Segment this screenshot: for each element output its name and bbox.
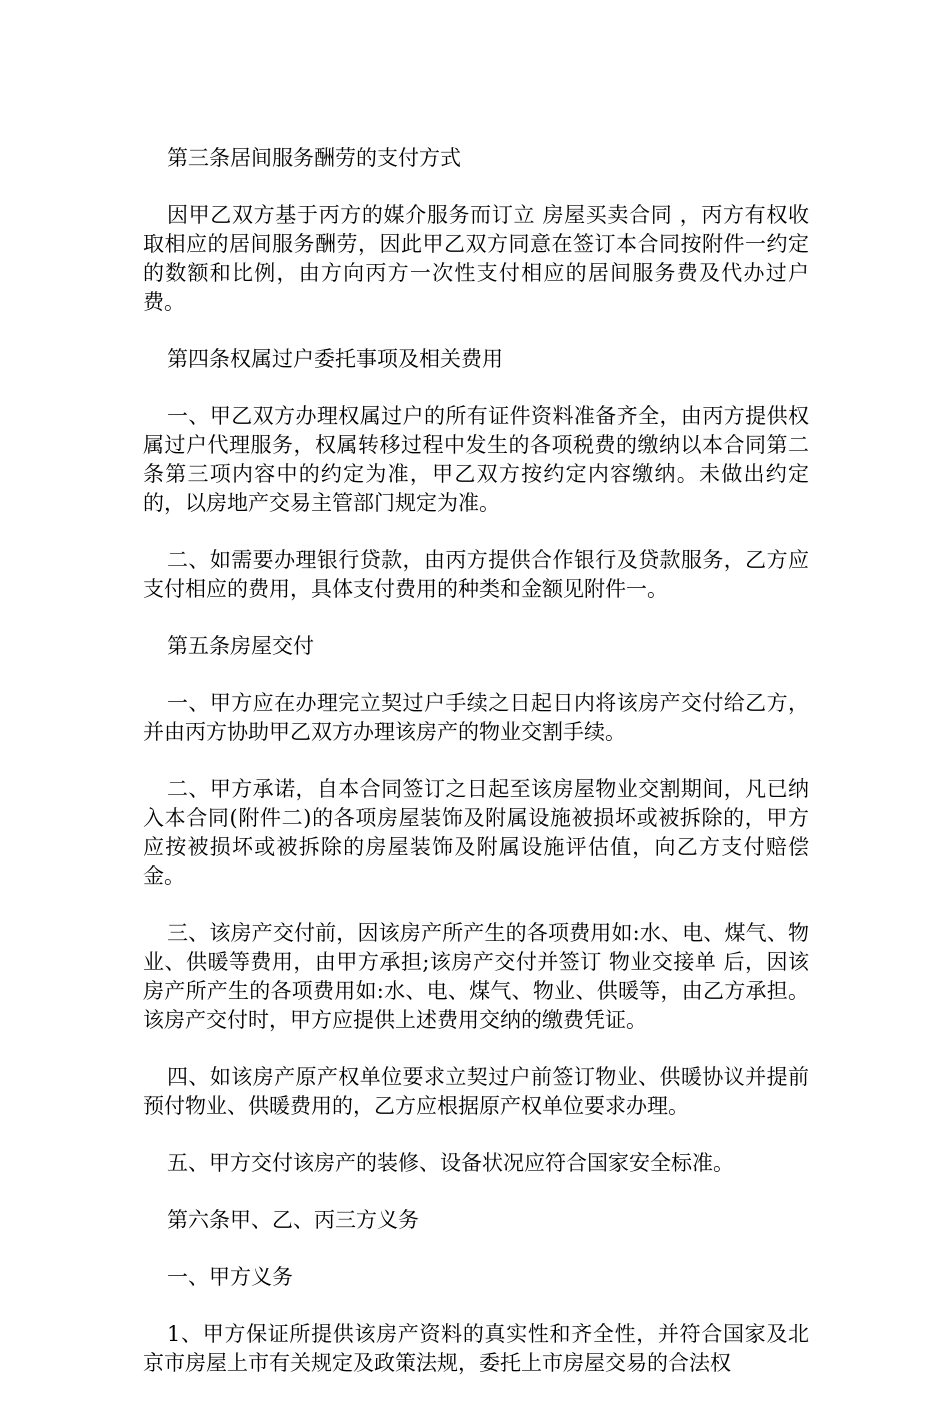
article-5-clause-1: 一、甲方应在办理完立契过户手续之日起日内将该房产交付给乙方，并由丙方协助甲乙双方办理该房产的物业交割手续。	[143, 691, 809, 744]
article-5-clause-5: 五、甲方交付该房产的装修、设备状况应符合国家安全标准。	[167, 1151, 734, 1175]
article-4-clause-1: 一、甲乙双方办理权属过户的所有证件资料准备齐全，由丙方提供权属过户代理服务，权属转移过程中发生的各项税费的缴纳以本合同第二条第三项内容中的约定为准，甲乙双方按约定内容缴纳。未做出约定的，以房地产交易主管部门规定为准。	[143, 404, 809, 515]
article-3-paragraph: 因甲乙双方基于丙方的媒介服务而订立 房屋买卖合同 ，丙方有权收取相应的居间服务酬劳，因此甲乙双方同意在签订本合同按附件一约定的数额和比例，由方向丙方一次性支付相应的居间服务费及代办过户费。	[143, 203, 809, 314]
article-3-heading: 第三条居间服务酬劳的支付方式	[167, 146, 461, 170]
article-5-clause-4: 四、如该房产原产权单位要求立契过户前签订物业、供暖协议并提前预付物业、供暖费用的，乙方应根据原产权单位要求办理。	[143, 1065, 809, 1118]
article-5-clause-2: 二、甲方承诺，自本合同签订之日起至该房屋物业交割期间，凡已纳入本合同(附件二)的各项房屋装饰及附属设施被损坏或被拆除的，甲方应按被损坏或被拆除的房屋装饰及附属设施评估值，向乙方支付赔偿金。	[143, 777, 809, 888]
contract-body	[143, 144, 809, 1406]
article-5-heading: 第五条房屋交付	[167, 634, 314, 658]
article-6-section-1-heading: 一、甲方义务	[167, 1265, 293, 1289]
article-6-heading: 第六条甲、乙、丙三方义务	[167, 1208, 419, 1232]
article-6-section-1-item-1: 1、甲方保证所提供该房产资料的真实性和齐全性，并符合国家及北京市房屋上市有关规定及政策法规，委托上市房屋交易的合法权	[143, 1322, 809, 1375]
article-4-heading: 第四条权属过户委托事项及相关费用	[167, 347, 503, 371]
article-4-clause-2: 二、如需要办理银行贷款，由丙方提供合作银行及贷款服务，乙方应支付相应的费用，具体支付费用的种类和金额见附件一。	[143, 548, 809, 601]
article-5-clause-3: 三、该房产交付前，因该房产所产生的各项费用如:水、电、煤气、物业、供暖等费用，由甲方承担;该房产交付并签订 物业交接单 后，因该房产所产生的各项费用如:水、电、煤气、物业、供暖等，由乙方承担。该房产交付时，甲方应提供上述费用交纳的缴费凭证。	[143, 921, 809, 1032]
